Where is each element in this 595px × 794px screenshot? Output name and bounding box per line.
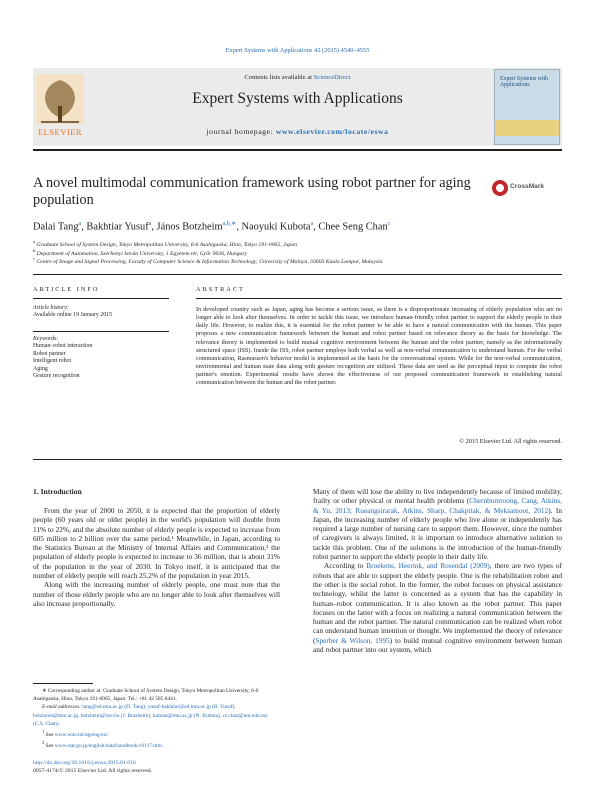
footnote-prefix: See bbox=[45, 742, 55, 749]
left-column bbox=[33, 506, 280, 608]
author-name[interactable]: Bakhtiar Yusuf bbox=[86, 221, 149, 233]
doi-block bbox=[33, 759, 152, 775]
affiliation-a bbox=[33, 239, 562, 248]
paragraph: Along with the increasing number of elderly people, one must note that the number of those elderly people who are no longer able to look after themselves will also increase proportionally. bbox=[33, 580, 280, 608]
keywords-rule bbox=[33, 331, 169, 332]
homepage-prefix: journal homepage: bbox=[206, 127, 276, 136]
author-separator: , bbox=[313, 221, 319, 233]
journal-cover-thumbnail[interactable] bbox=[494, 69, 560, 145]
paragraph bbox=[313, 561, 562, 654]
footnote-rule bbox=[33, 683, 93, 684]
body-divider bbox=[33, 459, 562, 460]
article-info-rule bbox=[33, 298, 169, 299]
footnote-number: 1 bbox=[42, 729, 45, 735]
author-affiliation-mark[interactable]: a bbox=[78, 221, 82, 227]
keyword[interactable]: Intelligent robot bbox=[33, 358, 72, 365]
affiliation-mark: a bbox=[33, 239, 35, 244]
author-name[interactable]: Chee Seng Chan bbox=[318, 221, 388, 233]
cover-journal-title: Expert Systems with Applications bbox=[500, 76, 548, 89]
sciencedirect-link[interactable]: ScienceDirect bbox=[313, 74, 351, 81]
abstract-heading: ABSTRACT bbox=[196, 286, 245, 293]
email-label: E-mail addresses: bbox=[42, 704, 83, 711]
header-divider bbox=[33, 274, 562, 275]
abstract-rule bbox=[196, 298, 562, 299]
author-separator: , bbox=[81, 221, 87, 233]
text-run: ) to build mutual cognitive environment between human and robot partner into our system, which bbox=[313, 635, 562, 655]
journal-citation-header[interactable]: Expert Systems with Applications 42 (2015) 4540–4555 bbox=[225, 47, 370, 54]
keyword[interactable]: Aging bbox=[33, 365, 48, 372]
journal-homepage-link[interactable]: www.elsevier.com/locate/eswa bbox=[275, 127, 389, 136]
issn-copyright: 0957-4174/© 2015 Elsevier Ltd. All rights reserved. bbox=[33, 768, 152, 774]
affiliation-text: Centre of Image and Signal Processing, Faculty of Computer Science & Information Technology, University of Malaya, 50603 Kuala Lumpur, Malaysia bbox=[36, 258, 383, 265]
article-info-heading: ARTICLE INFO bbox=[33, 286, 100, 293]
citation-link[interactable]: Broekens, Heerink, and Rosendal (2009) bbox=[366, 561, 490, 571]
author-name[interactable]: János Botzheim bbox=[156, 221, 223, 233]
text-run: , there are two types of robots that are able to support the elderly people. One is the rehabilitation robot and the other is the social robot. In the former, the robot focuses on physical assistance technology, whilst the latter is concerned as a system that has the capability in human–robot communication. It is also known as the robot partner. This paper focuses on the latter with a focus on realizing a natural communication between the human and the robot partner. The natural communication can be realized when robot can understand human intention or thought. We implemented the theory of relevance ( bbox=[313, 561, 562, 645]
email-addresses bbox=[33, 703, 280, 728]
keyword[interactable]: Human–robot interaction bbox=[33, 343, 93, 350]
masthead-divider bbox=[33, 149, 562, 151]
cover-stripe bbox=[495, 120, 559, 136]
history-date: Available online 19 January 2015 bbox=[33, 312, 113, 319]
author-affiliation-mark[interactable]: a bbox=[148, 221, 152, 227]
article-history bbox=[33, 305, 169, 320]
affiliation-mark: c bbox=[33, 256, 35, 261]
crossmark-label: CrossMark bbox=[510, 183, 545, 190]
text-run: ). In Japan, the increasing number of elderly people who live alone or independently has required a large number of nursing care to support them. However, since the number of caregivers is always limited, it is important to introduce alternative solution to tackle this problem. One of the solutions is the introduction of the human-friendly robot partner to support the elderly people in their daily life. bbox=[313, 505, 562, 562]
author-separator: , bbox=[236, 221, 242, 233]
crossmark-icon bbox=[492, 180, 508, 196]
author-name[interactable]: Dalai Tang bbox=[33, 221, 79, 233]
doi-link[interactable]: http://dx.doi.org/10.1016/j.eswa.2015.01.016 bbox=[33, 760, 136, 766]
citation-link[interactable]: Chernbumroong, Cang, Atkins, & Yu, 2013; Rueangsirarak, Atkins, Sharp, Chakpitak, & Meksamoot, 2012 bbox=[313, 496, 562, 515]
abstract-copyright: © 2015 Elsevier Ltd. All rights reserved. bbox=[459, 438, 562, 445]
paragraph bbox=[313, 487, 562, 561]
footnote-number: 2 bbox=[42, 740, 45, 746]
citation-link[interactable]: Sperber & Wilson, 1995 bbox=[315, 635, 390, 645]
journal-title: Expert Systems with Applications bbox=[192, 90, 403, 107]
affiliation-mark: b bbox=[33, 248, 36, 253]
article-title: A novel multimodal communication framework using robot partner for aging population bbox=[33, 175, 471, 208]
affiliation-c bbox=[33, 256, 562, 265]
section-heading-introduction: 1. Introduction bbox=[33, 487, 82, 496]
keywords-label: Keywords: bbox=[33, 336, 59, 342]
who-ageing-link[interactable]: www.who.int/ageing/en/ bbox=[54, 731, 108, 738]
affiliation-text: Graduate School of System Design, Tokyo Metropolitan University, 6-6 Asahigaoka, Hino, Tokyo 191-0065, Japan bbox=[36, 241, 297, 248]
history-label: Article history: bbox=[33, 305, 69, 311]
abstract-text: In developed country such as Japan, aging has become a serious issue, as there is a disproportionate increasing of elderly population who are no longer able to look after themselves. In order to tackle this issue, we introduce human-friendly robot partner to support the elderly people in their daily life. However, to realize this, it is essential for the robot partner to be able to have a natural communication with the human. This paper proposes a new communication framework between the human and robot partner based on relevance theory as the basis for knowledge. The relevance theory is implemented to build mutual cognitive environment between the human and the robot partner, namely as the informationally structured space (ISS). Inside the ISS, robot partner employs both verbal as well as non-verbal communication to understand human. For the verbal communication, Rasmussen's behavior model is implemented as the basis for the conversational system. While for the non-verbal communication, environmental and human state data along with gesture recognition are utilized. These data are used as the perceptual input to compute the robot partner's emotion. Experimental results have shown the effectiveness of our proposed communication framework in establishing natural communication between the human and the robot partner. bbox=[196, 307, 562, 387]
keyword[interactable]: Gesture recognition bbox=[33, 373, 80, 380]
footnote-prefix: See bbox=[45, 731, 55, 738]
email-links[interactable]: tang@ed.tmu.ac.jp (D. Tang), yusuf-bakhtiar@ed.tmu.ac.jp (B. Yusuf), botzheim@tmu.ac.jp, botzheim@sze.hu (J. Botzheim), kubota@tmu.ac.jp (N. Kubota), cs.chan@um.edu.my (C.S. Chan). bbox=[33, 704, 268, 727]
publisher-logo-text: ELSEVIER bbox=[37, 127, 83, 137]
stat-handbook-link[interactable]: www.stat.go.jp/english/data/handbook/c0117.htm bbox=[54, 742, 162, 749]
author-separator: , bbox=[151, 221, 157, 233]
footnote-2: $^2$ See www.stat.go.jp/english/data/handbook/c0117.htm. bbox=[42, 740, 164, 749]
right-column bbox=[313, 487, 562, 654]
author-affiliation-mark[interactable]: c bbox=[387, 221, 391, 227]
contents-prefix: Contents lists available at bbox=[244, 74, 314, 81]
text-run: According to bbox=[324, 561, 367, 571]
author-list bbox=[33, 220, 562, 232]
footnote-1: $^1$ See www.who.int/ageing/en/. bbox=[42, 729, 110, 738]
author-affiliation-mark[interactable]: a bbox=[310, 221, 314, 227]
author-name[interactable]: Naoyuki Kubota bbox=[241, 221, 311, 233]
footnotes bbox=[33, 687, 280, 750]
affiliation-text: Department of Automation, Széchenyi István University, 1 Egyetem tér, Győr 9026, Hungary bbox=[36, 250, 248, 257]
author-affiliation-mark[interactable]: a,b,∗ bbox=[222, 221, 237, 227]
paragraph: From the year of 2000 to 2050, it is expected that the proportion of elderly people (60 years old or older people) in the world's population will double from 11% to 22%, and the absolute number of elderly people is expected to increase from 605 million to 2 billion over the same period.¹ Meanwhile, in Japan, according to the Statistics Bureau at the Ministry of Internal Affairs and Communication,² the population of elderly people is expected to increase to 36 million, that is about 31% of the population in the year of 2030. In Tokyo itself, it is anticipated that the number of elderly people will reach 25.2% of the population in year 2015. bbox=[33, 506, 280, 581]
keyword[interactable]: Robot partner bbox=[33, 350, 66, 357]
keywords-block bbox=[33, 336, 169, 380]
corresponding-author-note: ∗ Corresponding author at: Graduate School of System Design, Tokyo Metropolitan University, 6-6 Asahigaoka, Hino, Tokyo 191-0065, Japan. Tel.: +81 42 585 8441. bbox=[33, 688, 259, 703]
crossmark-button[interactable] bbox=[492, 180, 552, 196]
text-run: Many of them will lose the ability to live independently because of limited mobility, frailty or other physical or mental health problems ( bbox=[313, 487, 562, 506]
